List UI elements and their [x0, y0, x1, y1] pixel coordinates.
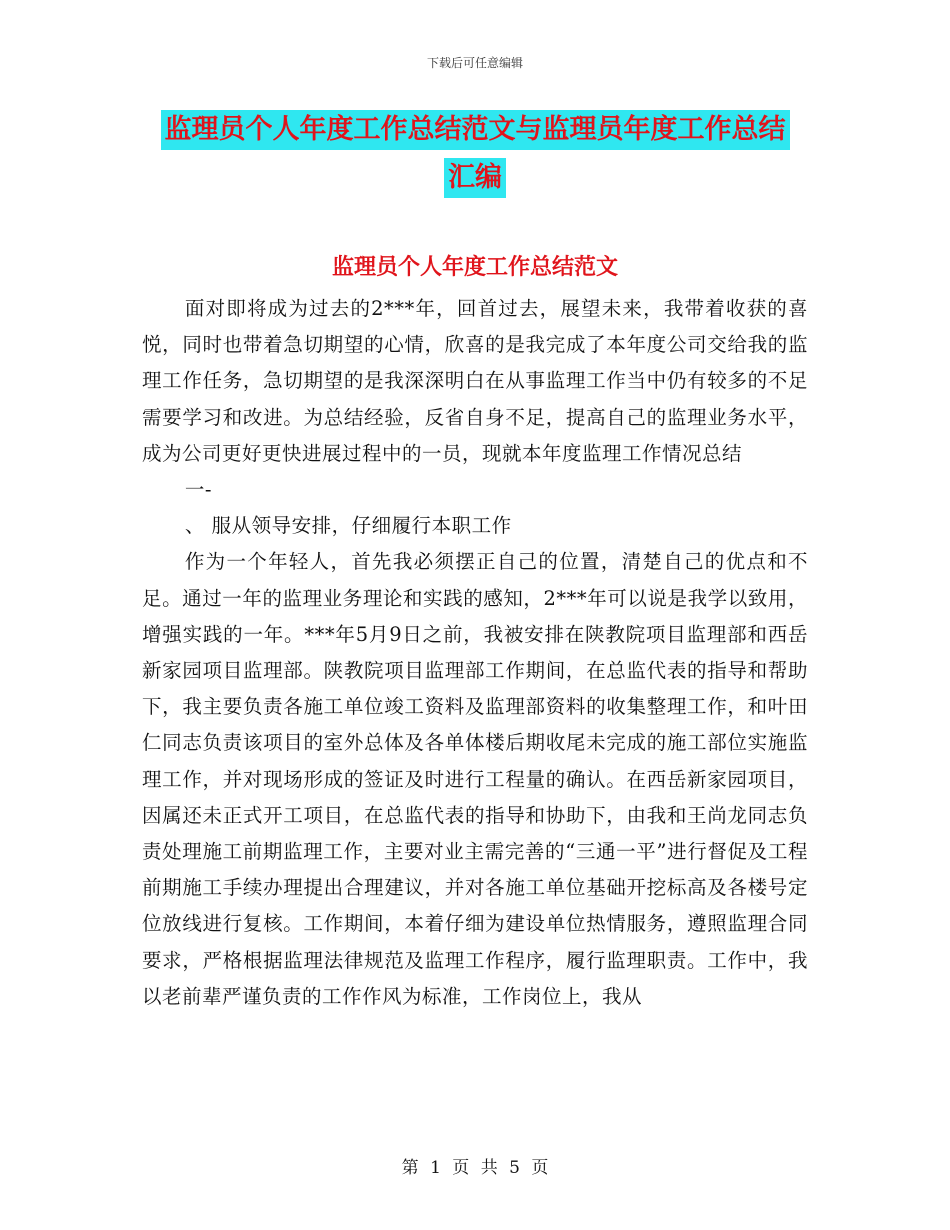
title-line-2: 汇编	[444, 158, 506, 198]
paragraph-main: 作为一个年轻人，首先我必须摆正自己的位置，清楚自己的优点和不足。通过一年的监理业务理论和实践的感知，2***年可以说是我学以致用，增强实践的一年。***年5月9日之前，我被安排在陕教院项目监理部和西岳新家园项目监理部。陕教院项目监理部工作期间，在总监代表的指导和帮助下，我主要负责各施工单位竣工资料及监理部资料的收集整理工作，和叶田仁同志负责该项目的室外总体及各单体楼后期收尾未完成的施工部位实施监理工作，并对现场形成的签证及时进行工程量的确认。在西岳新家园项目，因属还未正式开工项目，在总监代表的指导和协助下，由我和王尚龙同志负责处理施工前期监理工作，主要对业主需完善的“三通一平”进行督促及工程前期施工手续办理提出合理建议，并对各施工单位基础开挖标高及各楼号定位放线进行复核。工作期间，本着仔细为建设单位热情服务，遵照监理合同要求，严格根据监理法律规范及监理工作程序，履行监理职责。工作中，我以老前辈严谨负责的工作作风为标准，工作岗位上，我从	[142, 550, 808, 1008]
paragraph-intro: 面对即将成为过去的2***年，回首过去，展望未来，我带着收获的喜悦，同时也带着急切期望的心情，欣喜的是我完成了本年度公司交给我的监理工作任务，急切期望的是我深深明白在从事监理工作当中仍有较多的不足需要学习和改进。为总结经验，反省自身不足，提高自己的监理业务水平，成为公司更好更快进展过程中的一员，现就本年度监理工作情况总结	[142, 297, 808, 465]
paragraph-section-heading: 、 服从领导安排，仔细履行本职工作	[184, 514, 512, 538]
document-title	[140, 110, 810, 198]
paragraph-section-number: 一-	[184, 478, 212, 502]
title-line-1: 监理员个人年度工作总结范文与监理员年度工作总结	[161, 110, 790, 150]
body-text	[142, 291, 808, 1015]
header-note: 下载后可任意编辑	[426, 56, 523, 70]
section-subtitle: 监理员个人年度工作总结范文	[331, 254, 618, 280]
page-footer: 第 1 页 共 5 页	[401, 1158, 549, 1178]
